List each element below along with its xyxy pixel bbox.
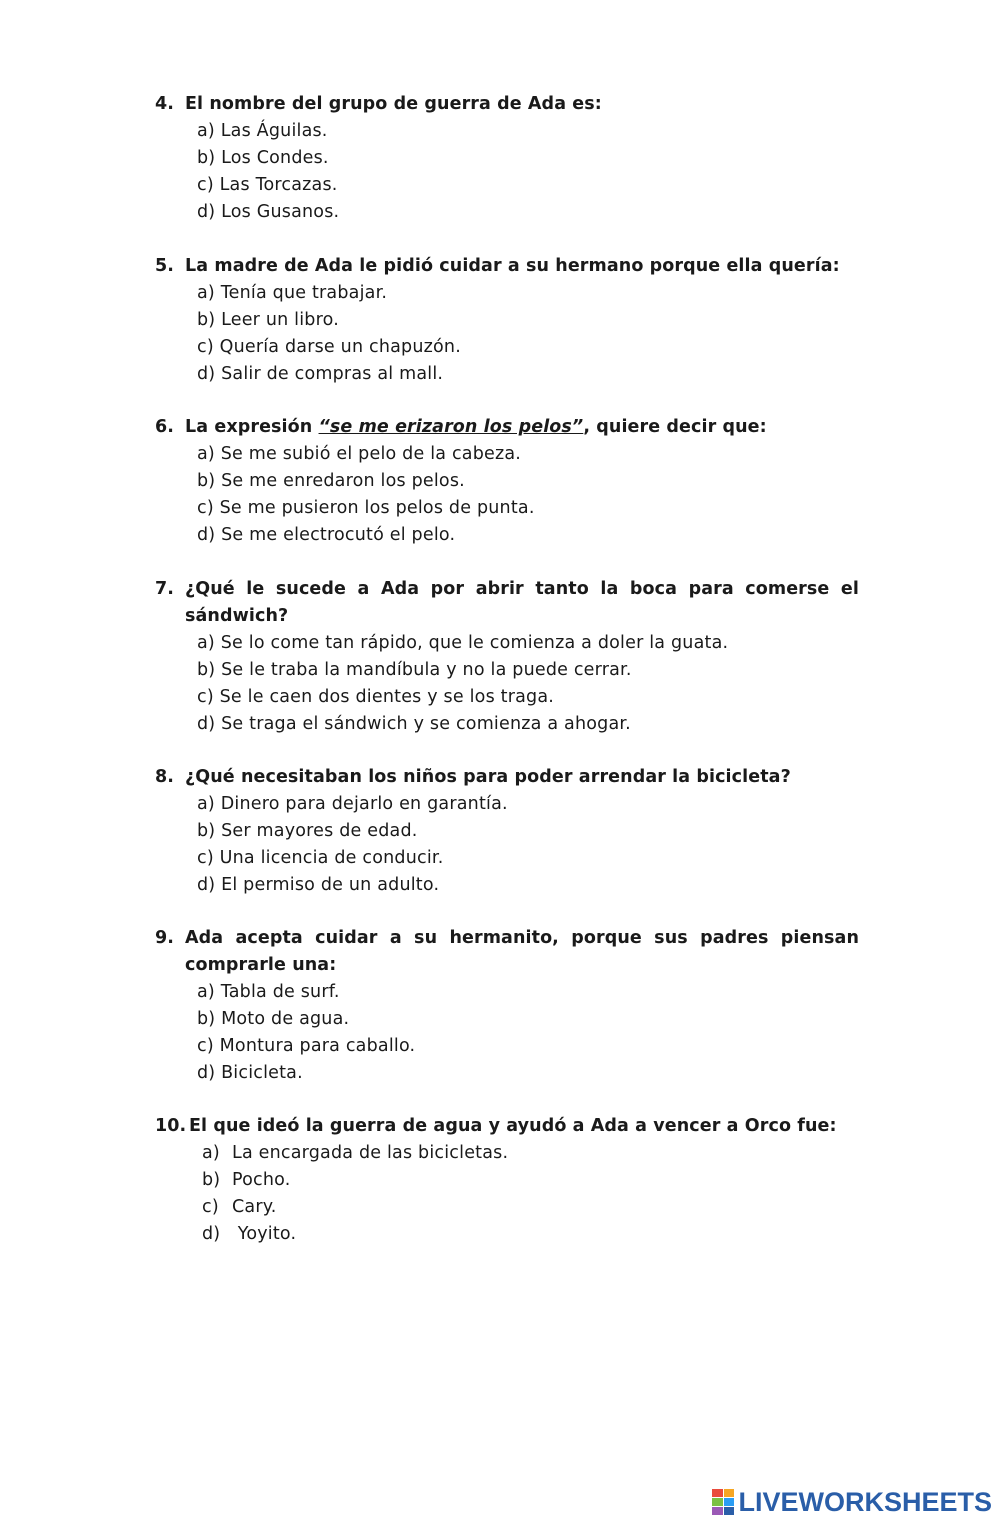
logo-square-3 xyxy=(712,1498,723,1506)
option-7d[interactable]: d) Se traga el sándwich y se comienza a ahogar. xyxy=(197,714,631,734)
question-9-options xyxy=(155,979,859,1087)
logo-square-5 xyxy=(712,1507,723,1515)
option-10d[interactable] xyxy=(202,1221,859,1248)
question-6-text-before: La expresión xyxy=(185,417,319,437)
question-5-title xyxy=(155,253,859,280)
option-10a-letter: a) xyxy=(202,1143,220,1163)
logo-square-1 xyxy=(712,1489,723,1497)
option-4a[interactable]: a) Las Águilas. xyxy=(197,121,328,141)
option-9a[interactable]: a) Tabla de surf. xyxy=(197,982,340,1002)
option-8c[interactable]: c) Una licencia de conducir. xyxy=(197,848,444,868)
question-7-title xyxy=(155,576,859,630)
option-10b[interactable] xyxy=(202,1167,859,1194)
question-4-number: 4. xyxy=(155,94,175,114)
option-4c[interactable]: c) Las Torcazas. xyxy=(197,175,338,195)
liveworksheets-logo-text: LIVEWORKSHEETS xyxy=(738,1487,992,1517)
question-9 xyxy=(155,925,859,1087)
option-10a[interactable] xyxy=(202,1140,859,1167)
question-8-options xyxy=(155,791,859,899)
option-5c[interactable]: c) Quería darse un chapuzón. xyxy=(197,337,461,357)
option-10a-text: La encargada de las bicicletas. xyxy=(232,1143,509,1163)
question-7-number: 7. xyxy=(155,579,175,599)
question-6-options xyxy=(155,441,859,549)
option-10d-letter: d) xyxy=(202,1224,221,1244)
logo-square-6 xyxy=(724,1507,735,1515)
question-4 xyxy=(155,91,859,226)
question-5 xyxy=(155,253,859,388)
option-9c[interactable]: c) Montura para caballo. xyxy=(197,1036,416,1056)
question-4-options xyxy=(155,118,859,226)
option-6b[interactable]: b) Se me enredaron los pelos. xyxy=(197,471,465,491)
option-6a[interactable]: a) Se me subió el pelo de la cabeza. xyxy=(197,444,522,464)
option-7c[interactable]: c) Se le caen dos dientes y se los traga. xyxy=(197,687,555,707)
option-10b-text: Pocho. xyxy=(232,1170,291,1190)
logo-square-2 xyxy=(724,1489,735,1497)
question-9-text: Ada acepta cuidar a su hermanito, porque sus padres piensan comprarle una: xyxy=(185,928,859,975)
option-10d-text: Yoyito. xyxy=(232,1224,297,1244)
option-5d[interactable]: d) Salir de compras al mall. xyxy=(197,364,444,384)
logo-square-4 xyxy=(724,1498,735,1506)
option-10c-text: Cary. xyxy=(232,1197,277,1217)
option-9b[interactable]: b) Moto de agua. xyxy=(197,1009,350,1029)
question-5-options xyxy=(155,280,859,388)
option-7a[interactable]: a) Se lo come tan rápido, que le comienza a doler la guata. xyxy=(197,633,729,653)
question-6-text-after: , quiere decir que: xyxy=(583,417,767,437)
option-6d[interactable]: d) Se me electrocutó el pelo. xyxy=(197,525,456,545)
option-10b-letter: b) xyxy=(202,1170,221,1190)
question-10-title xyxy=(155,1113,859,1140)
question-9-number: 9. xyxy=(155,928,175,948)
question-6-phrase: “se me erizaron los pelos” xyxy=(318,417,584,437)
question-8 xyxy=(155,764,859,899)
question-7-options xyxy=(155,630,859,738)
option-9d[interactable]: d) Bicicleta. xyxy=(197,1063,303,1083)
option-8b[interactable]: b) Ser mayores de edad. xyxy=(197,821,418,841)
option-8d[interactable]: d) El permiso de un adulto. xyxy=(197,875,440,895)
question-5-text: La madre de Ada le pidió cuidar a su hermano porque ella quería: xyxy=(185,256,840,276)
question-10-options xyxy=(155,1140,859,1248)
option-5a[interactable]: a) Tenía que trabajar. xyxy=(197,283,388,303)
liveworksheets-logo-icon xyxy=(712,1489,734,1515)
question-8-number: 8. xyxy=(155,767,175,787)
question-7 xyxy=(155,576,859,738)
option-10c-letter: c) xyxy=(202,1197,219,1217)
liveworksheets-logo xyxy=(712,1487,992,1517)
question-8-text: ¿Qué necesitaban los niños para poder arrendar la bicicleta? xyxy=(185,767,791,787)
question-10 xyxy=(155,1113,859,1248)
question-5-number: 5. xyxy=(155,256,175,276)
question-10-text: El que ideó la guerra de agua y ayudó a Ada a vencer a Orco fue: xyxy=(189,1116,837,1136)
question-7-text: ¿Qué le sucede a Ada por abrir tanto la boca para comerse el sándwich? xyxy=(185,579,859,626)
question-4-title xyxy=(155,91,859,118)
option-8a[interactable]: a) Dinero para dejarlo en garantía. xyxy=(197,794,508,814)
question-6-title xyxy=(155,414,859,441)
question-9-title xyxy=(155,925,859,979)
option-7b[interactable]: b) Se le traba la mandíbula y no la puede cerrar. xyxy=(197,660,632,680)
question-8-title xyxy=(155,764,859,791)
question-4-text: El nombre del grupo de guerra de Ada es: xyxy=(185,94,602,114)
question-6 xyxy=(155,414,859,549)
option-4d[interactable]: d) Los Gusanos. xyxy=(197,202,340,222)
option-4b[interactable]: b) Los Condes. xyxy=(197,148,329,168)
option-10c[interactable] xyxy=(202,1194,859,1221)
question-10-number: 10. xyxy=(155,1116,187,1136)
question-6-number: 6. xyxy=(155,417,175,437)
option-5b[interactable]: b) Leer un libro. xyxy=(197,310,339,330)
option-6c[interactable]: c) Se me pusieron los pelos de punta. xyxy=(197,498,535,518)
